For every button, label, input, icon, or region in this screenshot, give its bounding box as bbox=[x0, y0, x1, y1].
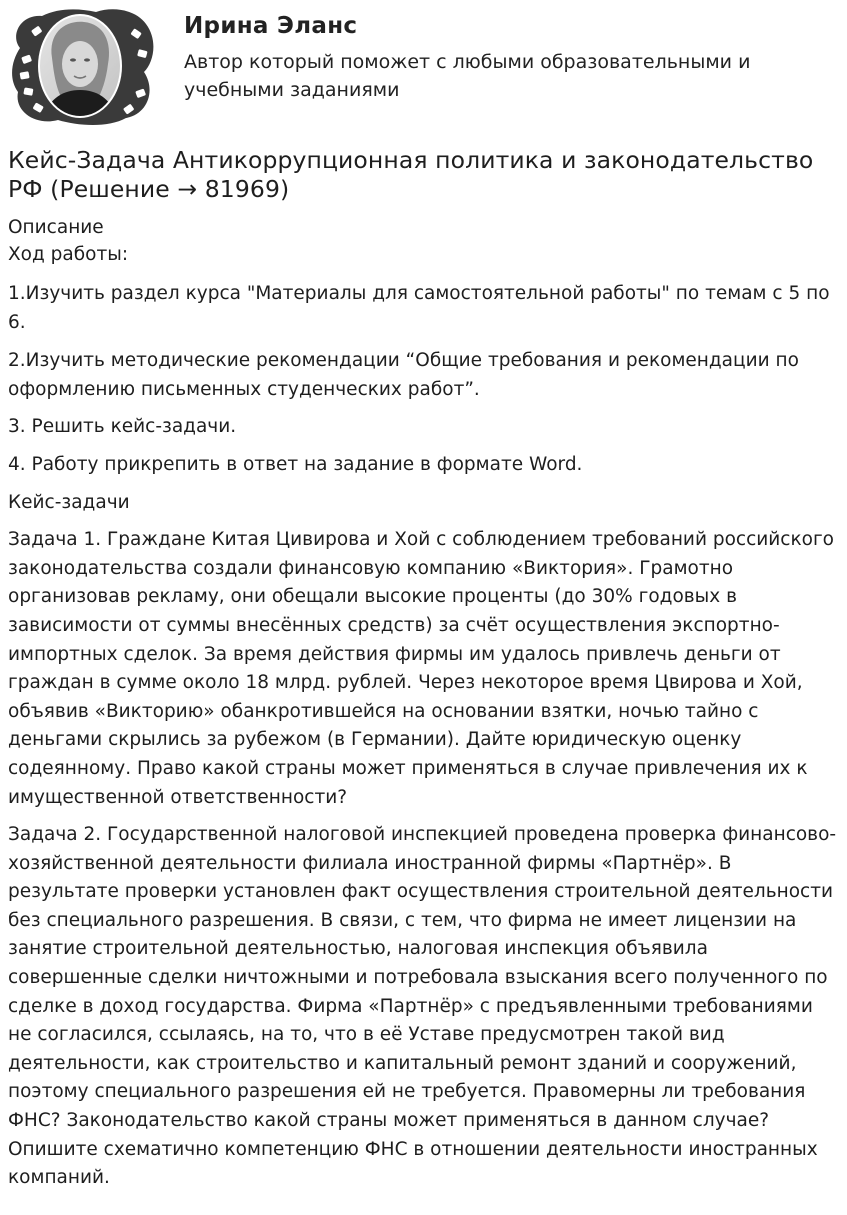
avatar[interactable] bbox=[8, 6, 158, 128]
author-name[interactable]: Ирина Эланс bbox=[184, 13, 358, 39]
author-info bbox=[158, 6, 784, 104]
workflow-step-3: 3. Решить кейс-задачи. bbox=[8, 416, 237, 438]
author-header bbox=[8, 0, 839, 132]
document-title: Кейс-Задача Антикоррупционная политика и законодательство РФ (Решение → 81969) bbox=[8, 146, 814, 203]
cases-label: Кейс-задачи bbox=[8, 491, 130, 513]
avatar-film-frame-icon bbox=[8, 6, 158, 128]
author-description: Автор который поможет с любыми образовательными и учебными заданиями bbox=[184, 51, 751, 101]
case-task-1: Задача 1. Граждане Китая Цивирова и Хой с соблюдением требований российского законодательства создали финансовую компанию «Виктория». Грамотно организовав рекламу, они обещали высокие проценты (до 30% годовых в зависимости от суммы внесённых средств) за счёт осуществления экспортно-импортных сделок. За время действия фирмы им удалось привлечь деньги от граждан в сумме около 18 млрд. рублей. Через некоторое время Цвирова и Хой, объявив «Викторию» обанкротившейся на основании взятки, ночью тайно с деньгами скрылись за рубежом (в Германии). Дайте юридическую оценку содеянному. Право какой страны может применяться в случае привлечения их к имущественной ответственности? bbox=[8, 529, 834, 808]
case-task-2: Задача 2. Государственной налоговой инспекцией проведена проверка финансово-хозяйственной деятельности филиала иностранной фирмы «Партнёр». В результате проверки установлен факт осуществления строительной деятельности без специального разрешения. В связи, с тем, что фирма не имеет лицензии на занятие строительной деятельностью, налоговая инспекция объявила совершенные сделки ничтожными и потребовала взыскания всего полученного по сделке в доход государства. Фирма «Партнёр» с предъявленными требованиями не согласился, ссылаясь, на то, что в её Уставе предусмотрен такой вид деятельности, как строительство и капитальный ремонт зданий и сооружений, поэтому специального разрешения ей не требуется. Правомерны ли требования ФНС? Законодательство какой страны может применяться в данном случае? Опишите схематично компетенцию ФНС в отношении деятельности иностранных компаний. bbox=[8, 824, 837, 1189]
workflow-step-1: 1.Изучить раздел курса "Материалы для самостоятельной работы" по темам с 5 по 6. bbox=[8, 283, 830, 333]
workflow-label: Ход работы: bbox=[8, 244, 129, 265]
workflow-step-4: 4. Работу прикрепить в ответ на задание в формате Word. bbox=[8, 453, 583, 475]
workflow-step-2: 2.Изучить методические рекомендации “Общие требования и рекомендации по оформлению письменных студенческих работ”. bbox=[8, 350, 799, 400]
description-label: Описание bbox=[8, 217, 104, 238]
